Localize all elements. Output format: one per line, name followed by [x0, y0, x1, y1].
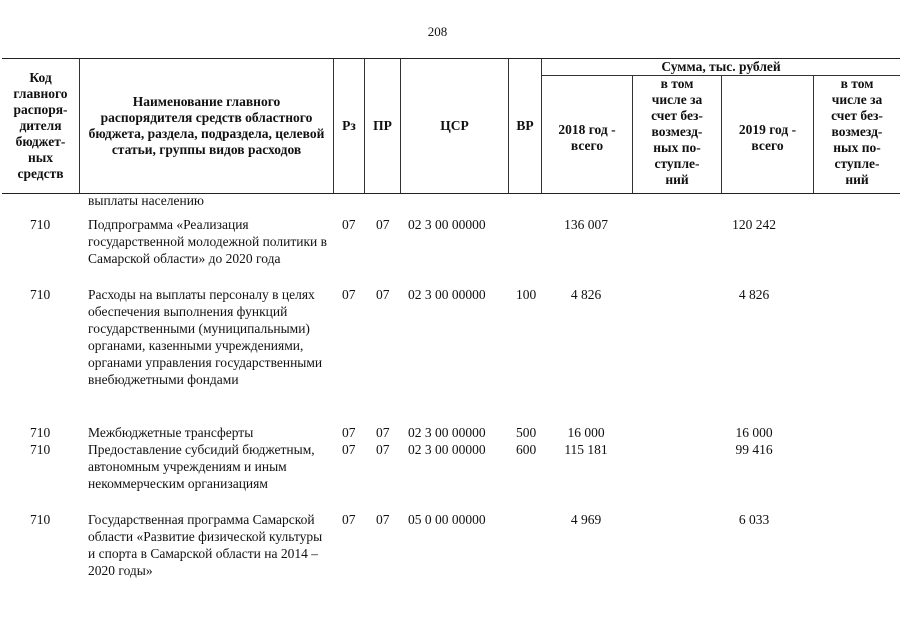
cell-code: 710	[30, 217, 51, 232]
continuation-text: выплаты населению	[88, 193, 205, 207]
header-code: Код главного распоря-дителя бюджет-ных средств	[2, 59, 80, 193]
cell-rz: 07	[342, 425, 356, 440]
cell-csr: 05 0 00 00000	[408, 512, 486, 527]
cell-rz: 07	[342, 217, 356, 232]
cell-name: Подпрограмма «Реализация государственной молодежной политики в Самарской области» до 2020 года	[88, 217, 327, 266]
cell-name: Расходы на выплаты персоналу в целях обеспечения выполнения функций государственными (муниципальными) органами, казенными учреждениями, органами управления государственными внебюджетными фондами	[88, 287, 323, 387]
cell-name: Межбюджетные трансферты	[88, 425, 254, 440]
cell-2019-total: 120 242	[732, 217, 776, 232]
header-pr: ПР	[365, 59, 401, 193]
header-rz: Рз	[334, 59, 365, 193]
cell-code: 710	[30, 512, 51, 527]
cell-2019-total: 16 000	[735, 425, 773, 440]
cell-csr: 02 3 00 00000	[408, 217, 486, 232]
cell-2018-total: 4 826	[570, 287, 602, 302]
header-csr: ЦСР	[401, 59, 509, 193]
cell-2018-total: 4 969	[570, 512, 602, 527]
header-vr: ВР	[509, 59, 542, 193]
cell-csr: 02 3 00 00000	[408, 442, 486, 457]
cell-2018-total: 115 181	[564, 442, 608, 457]
cell-vr: 600	[516, 442, 537, 457]
cell-vr: 100	[516, 287, 537, 302]
cell-name: Предоставление субсидий бюджетным, автономным учреждениям и иным некоммерческим организациям	[88, 442, 315, 491]
cell-vr: 500	[516, 425, 537, 440]
header-2018-gratis: в том числе за счет без-возмезд-ных по-ступле-ний	[633, 76, 722, 193]
cell-pr: 07	[376, 287, 390, 302]
table-header	[2, 58, 900, 194]
cell-2019-total: 99 416	[735, 442, 773, 457]
page-number: 208	[427, 24, 448, 39]
cell-2018-total: 136 007	[564, 217, 608, 232]
cell-2018-total: 16 000	[567, 425, 605, 440]
header-name: Наименование главного распорядителя средств областного бюджета, раздела, подраздела, целевой статьи, группы видов расходов	[80, 59, 334, 193]
cell-pr: 07	[376, 442, 390, 457]
cell-pr: 07	[376, 425, 390, 440]
header-2019-gratis: в том числе за счет без-возмезд-ных по-ступле-ний	[831, 76, 883, 187]
cell-2019-total: 4 826	[738, 287, 770, 302]
cell-code: 710	[30, 287, 51, 302]
cell-pr: 07	[376, 217, 390, 232]
cell-2019-total: 6 033	[738, 512, 770, 527]
cell-code: 710	[30, 442, 51, 457]
header-2019-total: 2019 год - всего	[722, 76, 814, 193]
header-2018-total: 2018 год - всего	[542, 76, 633, 193]
cell-csr: 02 3 00 00000	[408, 287, 486, 302]
cell-rz: 07	[342, 442, 356, 457]
header-sum: Сумма, тыс. рублей	[542, 59, 900, 76]
cell-name: Государственная программа Самарской области «Развитие физической культуры и спорта в Самарской области на 2014 – 2020 годы»	[88, 512, 323, 578]
cell-rz: 07	[342, 287, 356, 302]
cell-pr: 07	[376, 512, 390, 527]
cell-csr: 02 3 00 00000	[408, 425, 486, 440]
cell-code: 710	[30, 425, 51, 440]
cell-rz: 07	[342, 512, 356, 527]
